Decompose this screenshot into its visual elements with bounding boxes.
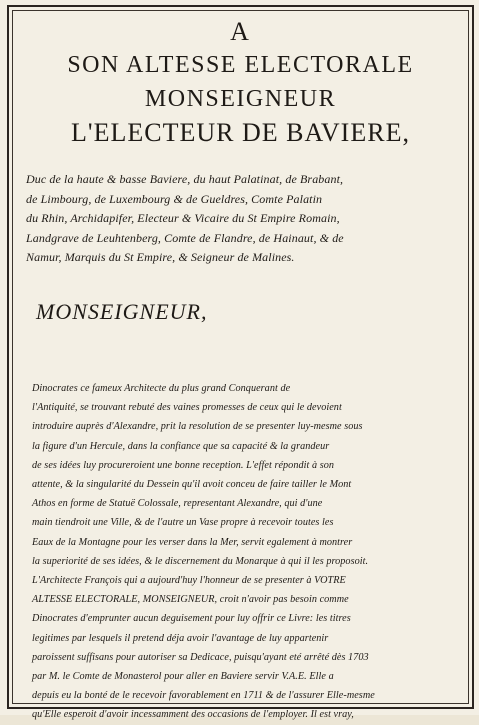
titles-paragraph xyxy=(26,170,466,268)
titles-line: de Limbourg, de Luxembourg & de Gueldres, Comte Palatin xyxy=(26,191,323,206)
dedication-body xyxy=(32,379,472,725)
heading-line-a: A xyxy=(230,17,251,46)
body-line: paroissent suffisans pour autoriser sa Dedicace, puisqu'ayant eté arrêté dès 1703 xyxy=(32,651,369,663)
titles-line: du Rhin, Archidapifer, Electeur & Vicaire du St Empire Romain, xyxy=(26,211,340,225)
body-line: la superiorité de ses idées, & le discernement du Monarque à qui il les proposoit. xyxy=(32,555,369,567)
titles-line: Namur, Marquis du St Empire, & Seigneur de Malines. xyxy=(26,250,295,264)
heading-line-monseigneur: MONSEIGNEUR xyxy=(144,86,337,112)
body-line: depuis eu la bonté de le recevoir favorablement en 1711 & de l'assurer Elle-mesme xyxy=(32,690,375,702)
body-line: de ses idées luy procureroient une bonne reception. L'effet répondit à son xyxy=(32,459,335,471)
body-line: Athos en forme de Statuë Colossale, representant Alexandre, qui d'une xyxy=(32,498,323,510)
body-line: legitimes par lesquels il pretend déja avoir l'avantage de luy appartenir xyxy=(32,632,329,644)
titles-line: Duc de la haute & basse Baviere, du haut Palatinat, de Brabant, xyxy=(26,172,344,186)
salutation: MONSEIGNEUR, xyxy=(36,299,208,324)
body-line: par M. le Comte de Monasterol pour aller en Baviere servir V.A.E. Elle a xyxy=(32,671,334,683)
body-line: l'Antiquité, se trouvant rebuté des vaines promesses de ceux qui le devoient xyxy=(32,402,342,414)
titles-line: Landgrave de Leuhtenberg, Comte de Flandre, de Hainaut, & de xyxy=(26,230,344,245)
body-line: attente, & la singularité du Dessein qu'il avoit conceu de faire tailler le Mont xyxy=(32,479,352,491)
body-line: ALTESSE ELECTORALE, MONSEIGNEUR, croit n'avoir pas besoin comme xyxy=(32,594,349,606)
dedication-heading xyxy=(18,14,463,150)
body-line: L'Architecte François qui a aujourd'huy l'honneur de se presenter à VOTRE xyxy=(32,575,346,587)
body-line: Dinocrates d'emprunter aucun deguisement pour luy offrir ce Livre: les titres xyxy=(32,613,351,625)
body-line: Dinocrates ce fameux Architecte du plus grand Conquerant de xyxy=(32,383,291,394)
body-line: introduire auprès d'Alexandre, prit la resolution de se presenter luy-mesme sous xyxy=(32,421,363,433)
body-line: main tiendroit une Ville, & de l'autre un Vase propre à recevoir toutes les xyxy=(32,517,334,529)
body-line: qu'Elle esperoit d'avoir incessamment des occasions de l'employer. Il est vray, xyxy=(32,709,354,721)
heading-line-altesse: SON ALTESSE ELECTORALE xyxy=(67,52,414,78)
heading-line-electeur: L'ELECTEUR DE BAVIERE, xyxy=(71,118,410,147)
body-line: Eaux de la Montagne pour les verser dans la Mer, servit egalement à montrer xyxy=(32,536,353,548)
body-line: la figure d'un Hercule, dans la confiance que sa capacité & la grandeur xyxy=(32,440,330,452)
